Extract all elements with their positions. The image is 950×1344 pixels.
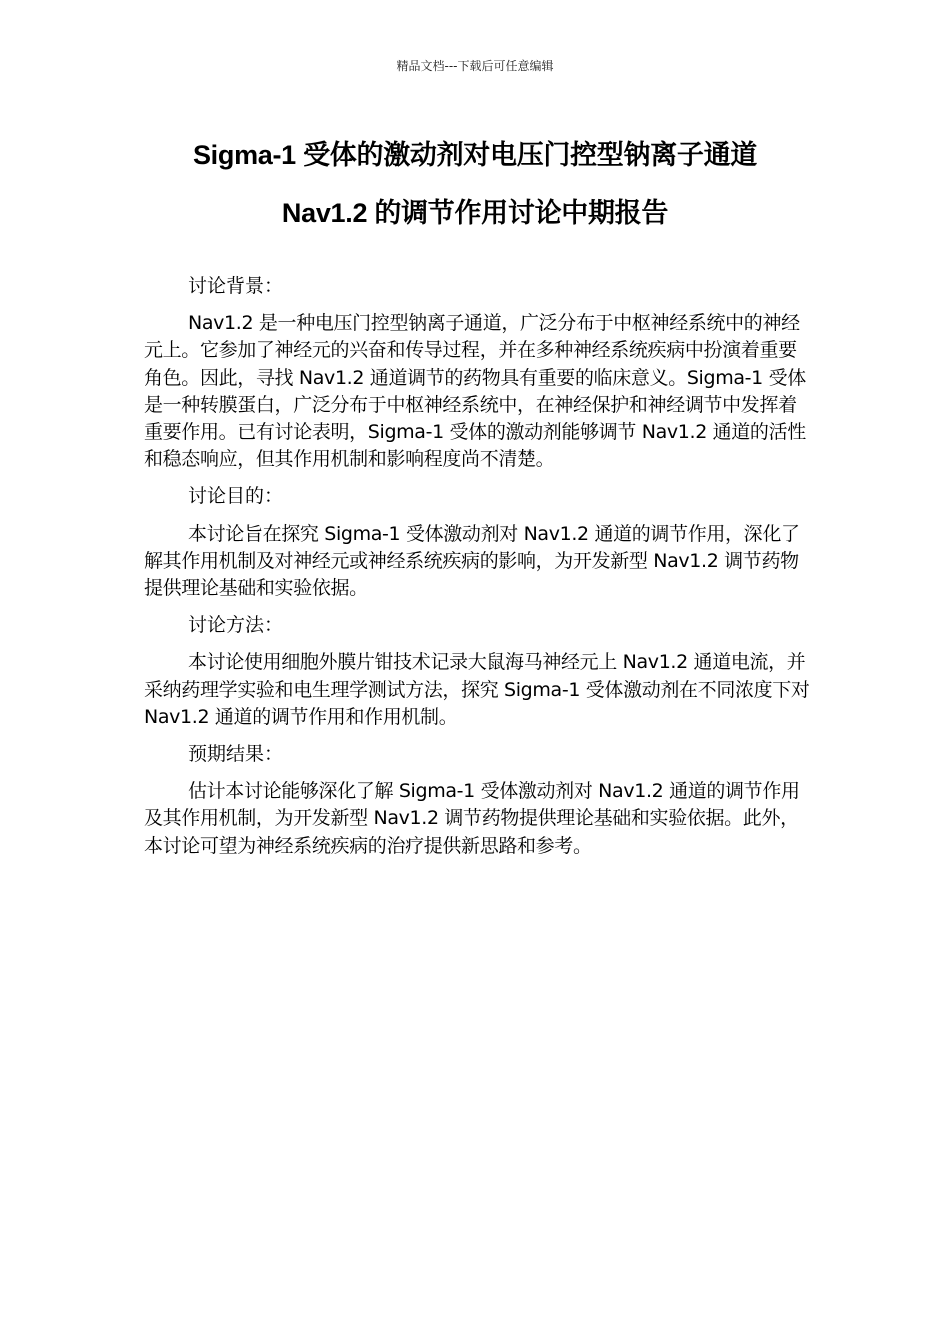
section-heading-background: 讨论背景： [188, 275, 284, 297]
section-body-method: 本讨论使用细胞外膜片钳技术记录大鼠海马神经元上 Nav1.2 通道电流，并采纳药理学实验和电生理学测试方法，探究 Sigma-1 受体激动剂在不同浓度下对 Nav1.2 通道的调节作用和作用机制。 [144, 651, 810, 728]
section-body-background: Nav1.2 是一种电压门控型钠离子通道，广泛分布于中枢神经系统中的神经元上。它参加了神经元的兴奋和传导过程，并在多种神经系统疾病中扮演着重要角色。因此，寻找 Nav1.2 通道调节的药物具有重要的临床意义。Sigma-1 受体是一种转膜蛋白，广泛分布于中枢神经系统中，在神经保护和神经调节中发挥着重要作用。已有讨论表明，Sigma-1 受体的激动剂能够调节 Nav1.2 通道的活性和稳态响应，但其作用机制和影响程度尚不清楚。 [144, 312, 806, 471]
document-body [144, 273, 810, 870]
section-body-expected-results: 估计本讨论能够深化了解 Sigma-1 受体激动剂对 Nav1.2 通道的调节作用及其作用机制，为开发新型 Nav1.2 调节药物提供理论基础和实验依据。此外，本讨论可望为神经系统疾病的治疗提供新思路和参考。 [144, 780, 800, 857]
title-line-2: Nav1.2 的调节作用讨论中期报告 [281, 198, 669, 228]
header-note: 精品文档---下载后可任意编辑 [396, 59, 554, 73]
section-heading-expected-results: 预期结果： [188, 743, 284, 766]
section-body-purpose: 本讨论旨在探究 Sigma-1 受体激动剂对 Nav1.2 通道的调节作用，深化了解其作用机制及对神经元或神经系统疾病的影响，为开发新型 Nav1.2 调节药物提供理论基础和实验依据。 [144, 522, 800, 600]
title-line-1: Sigma-1 受体的激动剂对电压门控型钠离子通道 [192, 140, 758, 170]
section-heading-purpose: 讨论目的： [188, 485, 284, 508]
section-heading-method: 讨论方法： [188, 614, 284, 637]
